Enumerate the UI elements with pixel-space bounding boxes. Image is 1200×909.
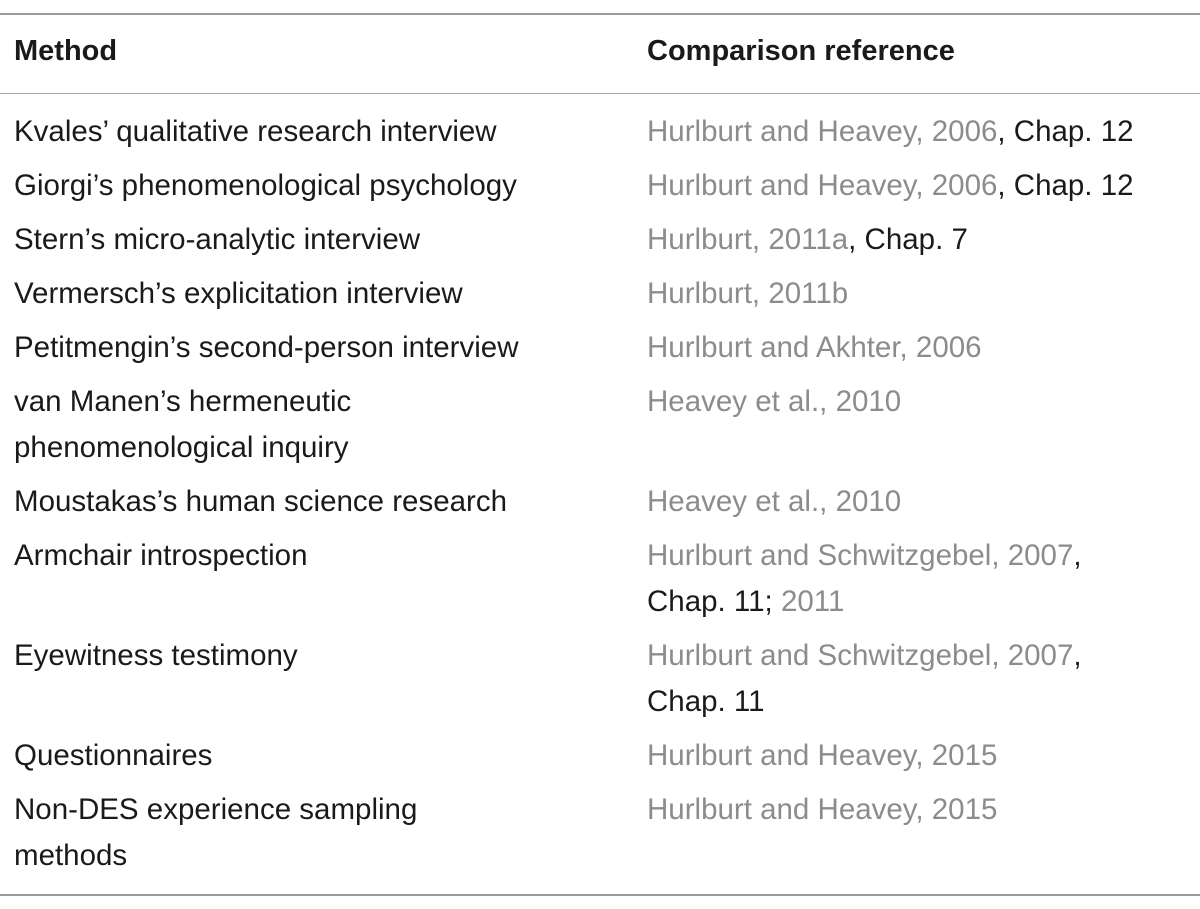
table-top-rule [0, 13, 1200, 15]
table-row [0, 533, 1200, 633]
table-bottom-rule [0, 894, 1200, 896]
citation-link[interactable]: Heavey et al., 2010 [647, 485, 902, 518]
reference-cell [647, 163, 1200, 209]
citation-link[interactable]: Hurlburt and Heavey, 2006 [647, 169, 998, 202]
method-text: Armchair introspection [14, 539, 308, 572]
citation-link[interactable]: Hurlburt and Heavey, 2015 [647, 793, 998, 826]
reference-suffix: Chap. 11 [647, 685, 765, 718]
method-cell [14, 733, 614, 779]
reference-cell [647, 325, 1200, 371]
reference-cell [647, 217, 1200, 263]
method-text: methods [14, 839, 128, 872]
reference-suffix: , Chap. 12 [997, 169, 1134, 202]
method-cell [14, 633, 614, 679]
method-text: van Manen’s hermeneutic [14, 385, 352, 418]
method-text: Questionnaires [14, 739, 213, 772]
citation-link[interactable]: Hurlburt, 2011b [647, 277, 849, 310]
reference-cell [647, 733, 1200, 779]
table-row [0, 325, 1200, 379]
citation-link[interactable]: Heavey et al., 2010 [647, 385, 902, 418]
reference-cell [647, 479, 1200, 525]
reference-cell [647, 271, 1200, 317]
table-body [0, 109, 1200, 887]
reference-suffix: , [1073, 539, 1082, 572]
method-cell [14, 379, 614, 471]
table-row [0, 479, 1200, 533]
method-text: Non-DES experience sampling [14, 793, 418, 826]
citation-link[interactable]: Hurlburt, 2011a [647, 223, 849, 256]
reference-cell [647, 379, 1200, 425]
method-cell [14, 325, 614, 371]
method-text: Kvales’ qualitative research interview [14, 115, 497, 148]
method-text: phenomenological inquiry [14, 431, 349, 464]
method-cell [14, 163, 614, 209]
reference-cell [647, 633, 1200, 725]
table-header-rule [0, 93, 1200, 94]
reference-suffix: , Chap. 7 [848, 223, 968, 256]
citation-link[interactable]: Hurlburt and Schwitzgebel, 2007 [647, 639, 1074, 672]
method-cell [14, 479, 614, 525]
method-cell [14, 271, 614, 317]
citation-link[interactable]: Hurlburt and Heavey, 2015 [647, 739, 998, 772]
method-text: Eyewitness testimony [14, 639, 298, 672]
table-row [0, 787, 1200, 887]
table-row [0, 633, 1200, 733]
table-row [0, 733, 1200, 787]
citation-link[interactable]: 2011 [780, 585, 845, 618]
reference-suffix: , Chap. 12 [997, 115, 1134, 148]
method-text: Vermersch’s explicitation interview [14, 277, 463, 310]
method-cell [14, 787, 614, 879]
citation-link[interactable]: Hurlburt and Schwitzgebel, 2007 [647, 539, 1074, 572]
table-row [0, 109, 1200, 163]
header-method: Method [14, 35, 118, 67]
method-text: Stern’s micro-analytic interview [14, 223, 421, 256]
table-row [0, 379, 1200, 479]
header-comparison-reference: Comparison reference [647, 35, 955, 67]
table-row [0, 163, 1200, 217]
method-text: Petitmengin’s second-person interview [14, 331, 519, 364]
citation-link[interactable]: Hurlburt and Akhter, 2006 [647, 331, 982, 364]
reference-suffix: Chap. 11; [647, 585, 781, 618]
method-text: Moustakas’s human science research [14, 485, 508, 518]
method-cell [14, 533, 614, 579]
method-text: Giorgi’s phenomenological psychology [14, 169, 517, 202]
reference-cell [647, 787, 1200, 833]
citation-link[interactable]: Hurlburt and Heavey, 2006 [647, 115, 998, 148]
method-cell [14, 109, 614, 155]
reference-suffix: , [1073, 639, 1082, 672]
table-header-row [0, 30, 1200, 80]
reference-cell [647, 533, 1200, 625]
table-row [0, 217, 1200, 271]
table-row [0, 271, 1200, 325]
reference-cell [647, 109, 1200, 155]
method-cell [14, 217, 614, 263]
